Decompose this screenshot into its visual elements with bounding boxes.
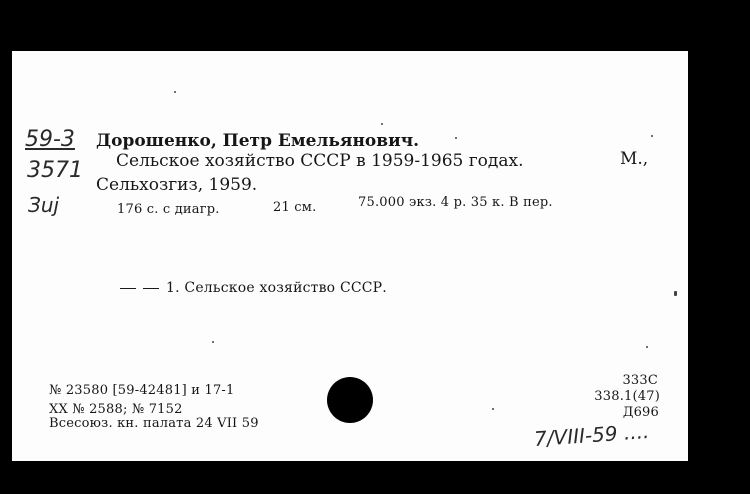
dash-icon: [120, 288, 136, 289]
publisher: Сельхозгиз, 1959.: [96, 175, 258, 195]
footer-line-1: № 23580 [59-42481] и 17-1: [49, 383, 235, 398]
handwritten-note: 7/VIII-59 ....: [533, 419, 650, 451]
footer-line-3: Всесоюз. кн. палата 24 VII 59: [49, 416, 259, 431]
call-number-2: 3571: [27, 158, 83, 183]
book-title: Сельское хозяйство СССР в 1959-1965 годах.: [116, 151, 524, 171]
catalog-card: [12, 51, 688, 461]
speck: [381, 123, 383, 125]
call-number-1: 59-3: [25, 127, 75, 152]
publication-place: М.,: [620, 149, 649, 169]
speck: [651, 135, 653, 137]
pages: 176 с. с диагр.: [117, 202, 220, 217]
speck: [212, 341, 214, 343]
speck: [646, 346, 648, 348]
subject-line: [120, 281, 387, 295]
copies-price: 75.000 экз. 4 р. 35 к. В пер.: [358, 195, 553, 210]
speck: [674, 291, 677, 296]
speck: [174, 91, 176, 93]
dash-icon: [143, 288, 159, 289]
footer-line-2: XX № 2588; № 7152: [49, 402, 183, 417]
classification-1: 333С: [622, 373, 658, 388]
punch-hole: [327, 377, 373, 423]
classification-2: 338.1(47): [594, 389, 660, 404]
author-heading: Дорошенко, Петр Емельянович.: [96, 131, 420, 151]
speck: [455, 137, 457, 139]
classification-3: Д696: [622, 405, 659, 420]
speck: [492, 408, 494, 410]
size: 21 см.: [273, 200, 317, 215]
call-number-3: Зuj: [28, 193, 60, 217]
subject-text: 1. Сельское хозяйство СССР.: [166, 280, 387, 296]
